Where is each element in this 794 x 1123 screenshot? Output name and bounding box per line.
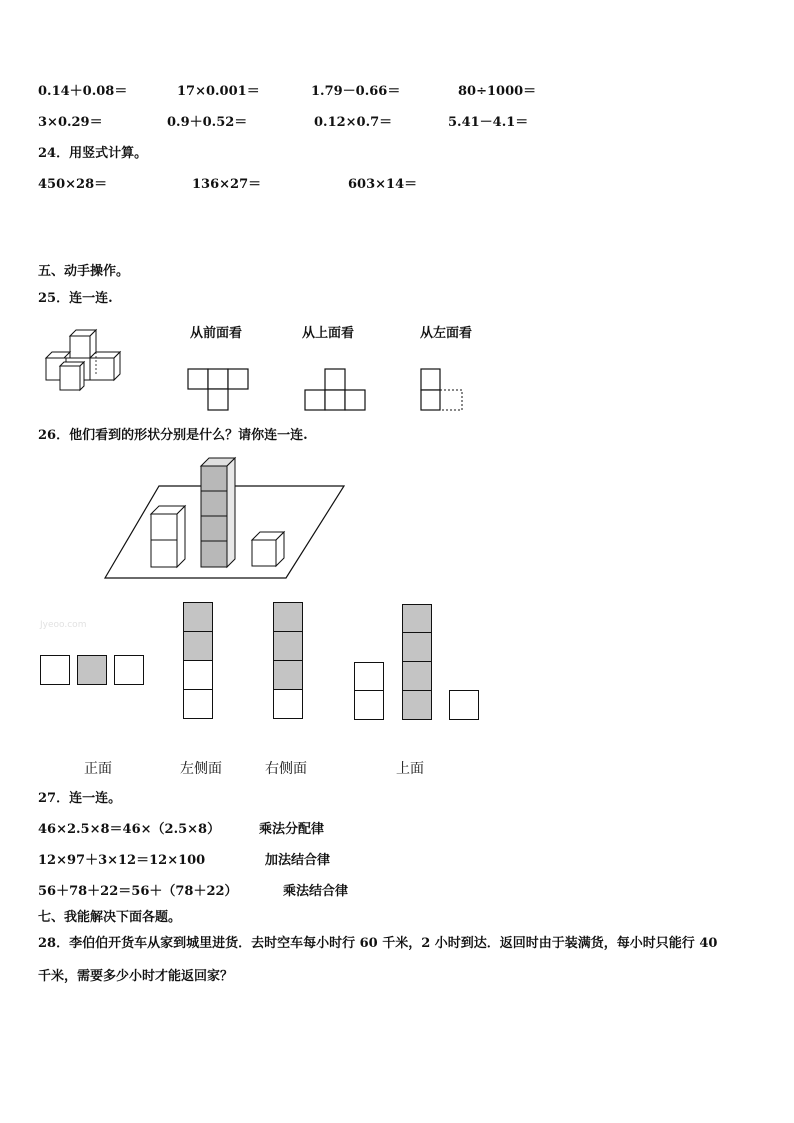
vertical-calc-item: 136×27＝	[192, 177, 262, 192]
front-view-square	[40, 655, 70, 685]
view-from-front-label: 从前面看	[190, 326, 243, 341]
front-view-square	[114, 655, 144, 685]
top-view-square	[354, 690, 384, 720]
top-view-square	[354, 662, 384, 691]
question-28-line-2: 千米，需要多少小时才能返回家？	[38, 969, 234, 984]
right-view-square-shaded	[273, 660, 303, 690]
front-view-square-shaded	[77, 655, 107, 685]
right-view-square	[273, 689, 303, 719]
right-side-label: 右侧面	[265, 761, 307, 777]
section-7-title: 七、我能解决下面各题。	[38, 910, 182, 925]
top-view-square-shaded	[402, 604, 432, 633]
watermark: Jyeoo.com	[40, 620, 87, 630]
left-view-square-shaded	[183, 602, 213, 632]
view-from-top-label: 从上面看	[302, 326, 355, 341]
equation-item: 12×97＋3×12＝12×100	[38, 853, 206, 868]
question-26-title: 26．他们看到的形状分别是什么？请你连一连.	[38, 428, 308, 443]
question-28-line-1: 28．李伯伯开货车从家到城里进货．去时空车每小时行 60 千米，2 小时到达．返回时由于装满货，每小时只能行 40	[38, 936, 718, 951]
left-side-label: 左侧面	[180, 761, 222, 777]
section-5-title: 五、动手操作。	[38, 264, 130, 279]
calc-item: 0.9＋0.52＝	[167, 115, 248, 130]
view-from-left-label: 从左面看	[420, 326, 473, 341]
law-item: 乘法结合律	[283, 884, 349, 899]
left-view-shape	[420, 368, 466, 412]
vertical-calc-item: 603×14＝	[348, 177, 418, 192]
front-view-shape	[187, 368, 251, 412]
top-view-square	[449, 690, 479, 720]
cube-arrangement-figure	[40, 322, 130, 392]
front-label: 正面	[84, 761, 112, 777]
left-view-square-shaded	[183, 631, 213, 661]
left-view-square	[183, 660, 213, 690]
calc-item: 5.41－4.1＝	[448, 115, 529, 130]
calc-item: 3×0.29＝	[38, 115, 103, 130]
top-view-square-shaded	[402, 661, 432, 691]
left-view-square	[183, 689, 213, 719]
top-view-square-shaded	[402, 632, 432, 662]
question-27-title: 27．连一连。	[38, 791, 122, 806]
question-25-title: 25．连一连.	[38, 291, 113, 306]
cube-stacks-scene	[104, 456, 346, 580]
top-view-square-shaded	[402, 690, 432, 720]
vertical-calc-item: 450×28＝	[38, 177, 108, 192]
calc-item: 17×0.001＝	[177, 84, 260, 99]
right-view-square-shaded	[273, 602, 303, 632]
calc-item: 0.14＋0.08＝	[38, 84, 128, 99]
equation-item: 56＋78＋22＝56＋（78＋22）	[38, 884, 238, 899]
right-view-square-shaded	[273, 631, 303, 661]
calc-item: 1.79－0.66＝	[311, 84, 401, 99]
top-label: 上面	[396, 761, 424, 777]
equation-item: 46×2.5×8＝46×（2.5×8）	[38, 822, 221, 837]
law-item: 乘法分配律	[259, 822, 325, 837]
law-item: 加法结合律	[265, 853, 331, 868]
calc-item: 0.12×0.7＝	[314, 115, 393, 130]
top-view-shape	[304, 368, 368, 412]
calc-item: 80÷1000＝	[458, 84, 537, 99]
question-24-title: 24．用竖式计算。	[38, 146, 148, 161]
